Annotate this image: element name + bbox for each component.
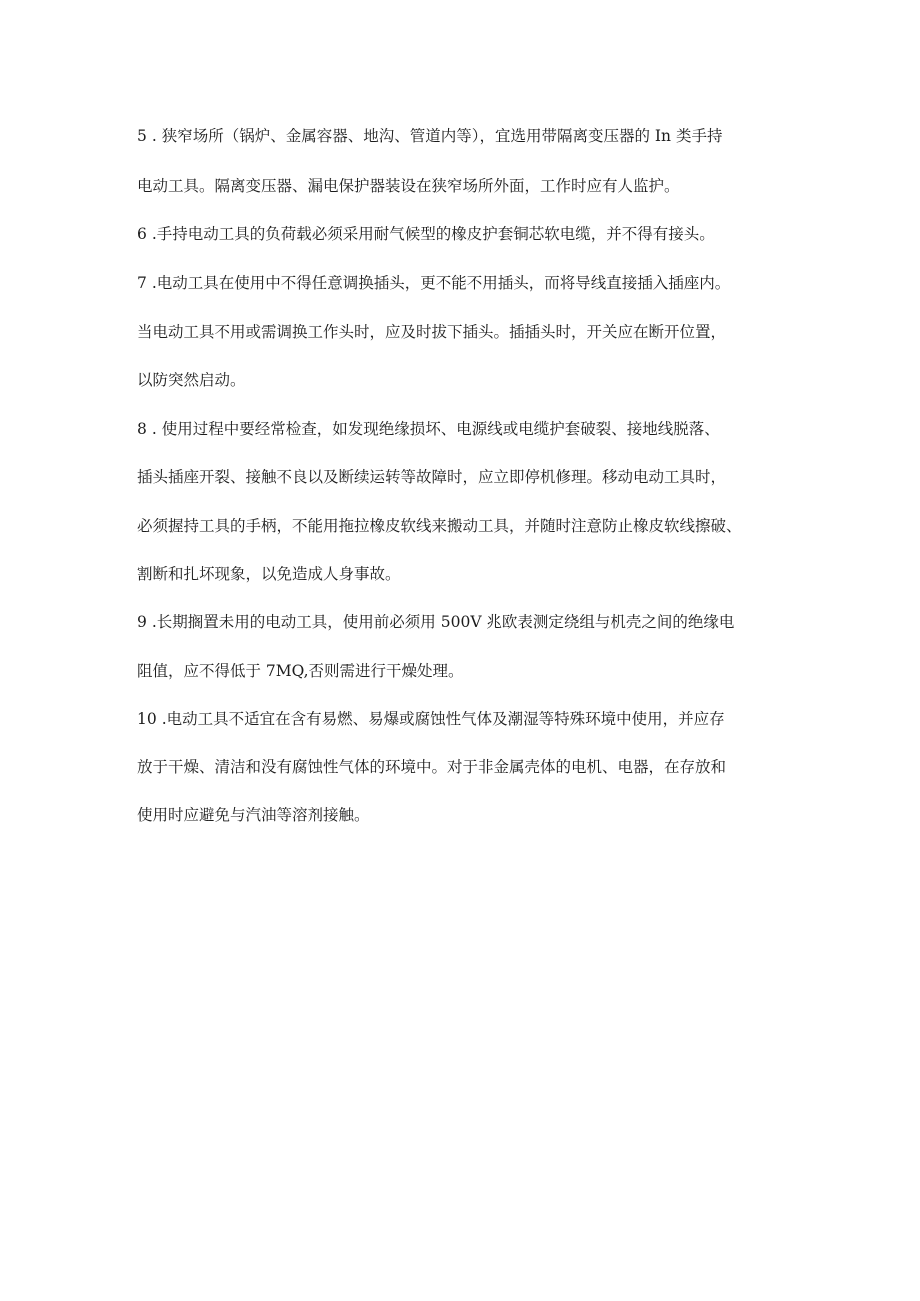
item-text: .电动工具在使用中不得任意调换插头，更不能不用插头，而将导线直接插入插座内。	[151, 274, 731, 292]
item-8-line-1	[137, 419, 720, 439]
item-text: 电动工具。隔离变压器、漏电保护器装设在狭窄场所外面，工作时应有人监护。	[137, 177, 680, 195]
item-text: 割断和扎坏现象，以免造成人身事故。	[137, 565, 401, 583]
item-text: 以防突然启动。	[137, 371, 246, 389]
item-7-line-2	[137, 322, 726, 342]
item-10-line-1	[137, 709, 725, 729]
item-text: 必须握持工具的手柄，不能用拖拉橡皮软线来搬动工具，并随时注意防止橡皮软线擦破、	[137, 517, 742, 535]
item-text: 放于干燥、清洁和没有腐蚀性气体的环境中。对于非金属壳体的电机、电器，在存放和	[137, 758, 727, 776]
item-text: .电动工具不适宜在含有易燃、易爆或腐蚀性气体及潮湿等特殊环境中使用，并应存	[161, 710, 725, 728]
item-text: .长期搁置未用的电动工具，使用前必须用 500V 兆欧表测定绕组与机壳之间的绝缘电	[151, 613, 735, 631]
item-9-line-1	[137, 612, 734, 632]
item-text: 阻值，应不得低于 7MQ,否则需进行干燥处理。	[137, 662, 464, 680]
item-7-line-1	[137, 273, 730, 293]
item-number: 10	[137, 710, 157, 728]
item-10-line-3	[137, 805, 370, 825]
item-number: 9	[137, 613, 147, 631]
item-text: . 使用过程中要经常检查，如发现绝缘损坏、电源线或电缆护套破裂、接地线脱落、	[151, 420, 720, 438]
item-5-line-2	[137, 176, 680, 196]
item-number: 7	[137, 274, 147, 292]
item-number: 6	[137, 225, 147, 243]
item-text: 插头插座开裂、接触不良以及断续运转等故障时，应立即停机修理。移动电动工具时，	[137, 468, 727, 486]
item-10-line-2	[137, 757, 726, 777]
item-number: 8	[137, 420, 147, 438]
item-5-line-1	[137, 126, 722, 146]
item-text: . 狭窄场所（锅炉、金属容器、地沟、管道内等），宜选用带隔离变压器的 In 类手持	[151, 127, 723, 145]
item-8-line-3	[137, 516, 742, 536]
item-number: 5	[137, 127, 147, 145]
item-9-line-2	[137, 661, 464, 681]
item-8-line-2	[137, 467, 726, 487]
item-6-line-1	[137, 224, 715, 244]
item-text: .手持电动工具的负荷载必须采用耐气候型的橡皮护套铜芯软电缆，并不得有接头。	[151, 225, 715, 243]
item-7-line-3	[137, 370, 246, 390]
item-text: 使用时应避免与汽油等溶剂接触。	[137, 806, 370, 824]
item-8-line-4	[137, 564, 401, 584]
item-text: 当电动工具不用或需调换工作头时，应及时拔下插头。插插头时，开关应在断开位置，	[137, 323, 727, 341]
